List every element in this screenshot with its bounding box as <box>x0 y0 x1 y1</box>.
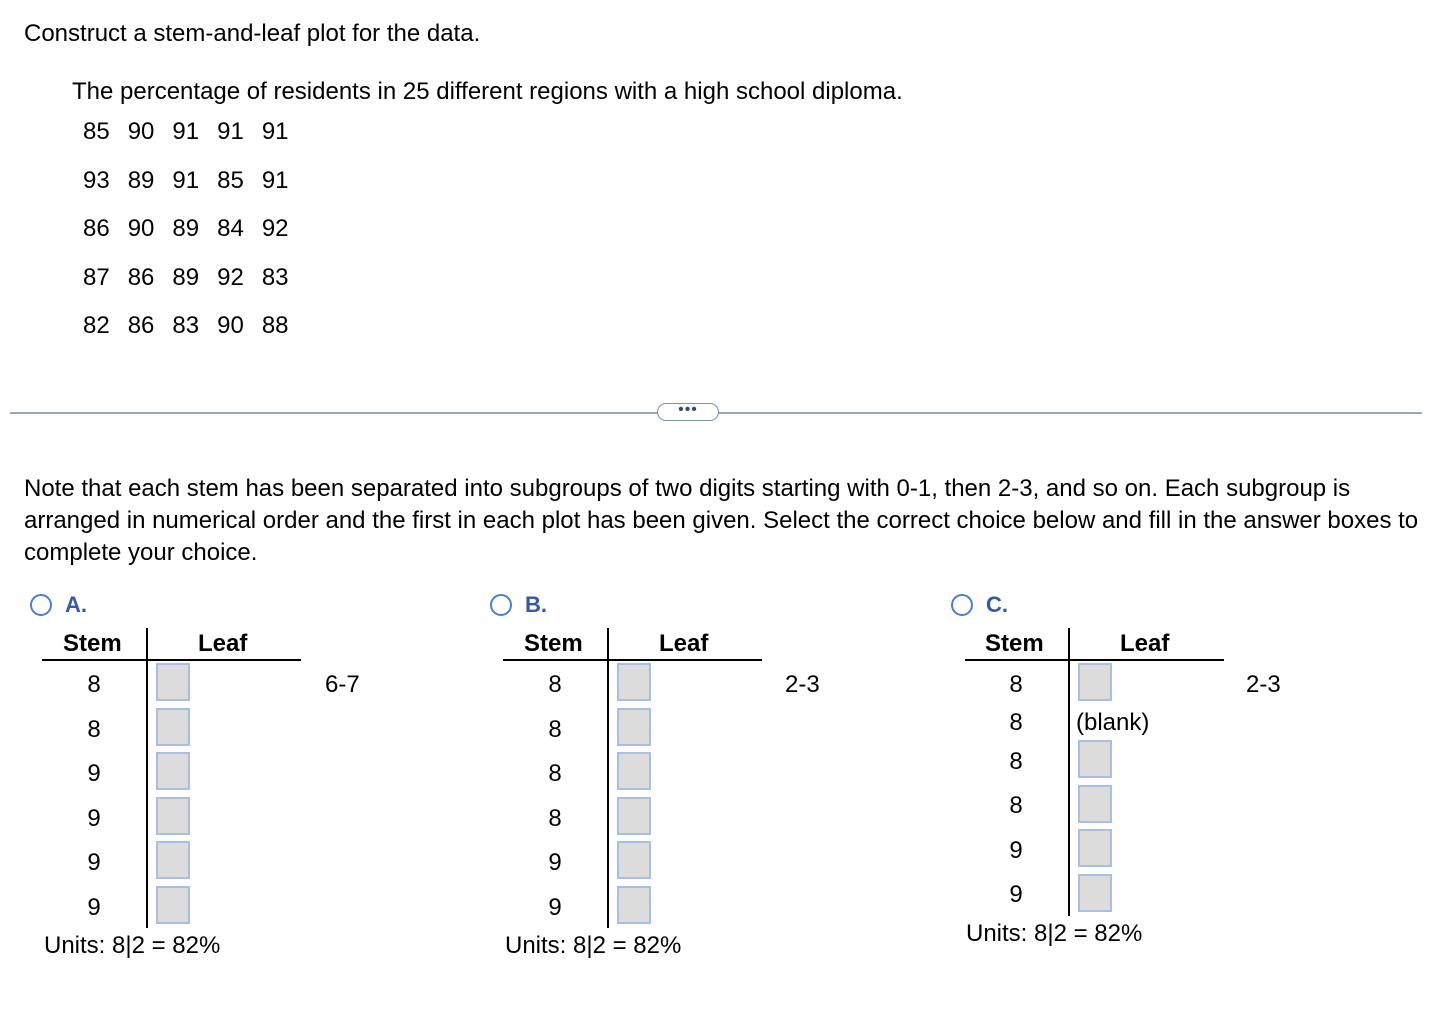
data-row <box>74 167 298 216</box>
stem-leaf-separator <box>607 628 609 928</box>
data-value: 91 <box>172 166 200 194</box>
units-label: Units: 8|2 = 82% <box>44 932 221 959</box>
leaf-answer-box[interactable] <box>156 663 190 701</box>
blank-leaf-label: (blank) <box>1076 709 1150 736</box>
data-value: 85 <box>83 118 110 145</box>
stem-value: 8 <box>548 805 562 832</box>
instructions-note: Note that each stem has been separated into subgroups of two digits starting with 0-1, then 2-3, and so on. Each subgroup is arranged in numerical order and the first in each plot has been given. Select the correct choice below and fill in the answer boxes to complete your choice. <box>24 475 1419 566</box>
leaf-header: Leaf <box>659 630 709 657</box>
leaf-answer-box[interactable] <box>1078 785 1112 823</box>
data-value: 91 <box>217 118 244 145</box>
leaf-answer-box[interactable] <box>1078 663 1112 701</box>
data-value: 91 <box>261 166 289 194</box>
data-value: 84 <box>217 215 244 242</box>
radio-button-b[interactable] <box>490 594 512 616</box>
data-value: 93 <box>83 166 110 194</box>
leaf-answer-box[interactable] <box>1078 740 1112 778</box>
data-row <box>74 118 298 167</box>
more-button[interactable]: ••• <box>657 403 719 421</box>
leaf-answer-box[interactable] <box>156 886 190 924</box>
data-value: 85 <box>217 166 244 194</box>
leaf-answer-box[interactable] <box>156 752 190 790</box>
stem-value: 8 <box>548 716 562 743</box>
data-value: 86 <box>127 312 155 339</box>
stem-value: 9 <box>87 760 101 787</box>
data-value: 86 <box>83 215 110 242</box>
header-rule <box>965 659 1224 661</box>
leaf-answer-box[interactable] <box>1078 874 1112 912</box>
data-value: 91 <box>261 118 289 145</box>
stem-value: 8 <box>548 760 562 787</box>
given-leaf-range: 6-7 <box>325 671 360 698</box>
stem-value: 9 <box>87 894 101 921</box>
leaf-answer-box[interactable] <box>617 708 651 746</box>
stem-leaf-separator <box>1068 628 1070 916</box>
data-row <box>74 312 298 361</box>
choice-a-label: A. <box>65 592 87 617</box>
data-value: 83 <box>261 263 289 291</box>
stem-header: Stem <box>985 630 1044 657</box>
stem-header: Stem <box>524 630 583 657</box>
data-value: 83 <box>172 312 200 339</box>
data-value: 88 <box>261 312 289 339</box>
stem-value: 8 <box>1009 709 1023 736</box>
stem-value: 8 <box>548 671 562 698</box>
choice-b-label: B. <box>525 592 547 617</box>
data-title: The percentage of residents in 25 different regions with a high school diploma. <box>72 78 903 105</box>
leaf-answer-box[interactable] <box>617 841 651 879</box>
data-value: 92 <box>217 263 244 291</box>
data-table <box>74 118 298 361</box>
stem-value: 9 <box>1009 881 1023 908</box>
stem-value: 9 <box>1009 837 1023 864</box>
radio-button-c[interactable] <box>951 594 973 616</box>
leaf-answer-box[interactable] <box>617 886 651 924</box>
stem-value: 8 <box>87 716 101 743</box>
data-value: 92 <box>261 215 289 242</box>
data-value: 90 <box>127 215 155 242</box>
data-value: 87 <box>83 263 110 291</box>
stem-value: 8 <box>87 671 101 698</box>
data-value: 82 <box>83 312 110 339</box>
header-rule <box>503 659 762 661</box>
leaf-answer-box[interactable] <box>617 663 651 701</box>
stem-value: 8 <box>1009 792 1023 819</box>
leaf-answer-box[interactable] <box>617 797 651 835</box>
choice-a-option[interactable] <box>30 592 87 618</box>
radio-button-a[interactable] <box>30 594 52 616</box>
leaf-answer-box[interactable] <box>156 797 190 835</box>
leaf-header: Leaf <box>198 630 248 657</box>
given-leaf-range: 2-3 <box>1246 671 1281 698</box>
stem-value: 8 <box>1009 748 1023 775</box>
data-value: 89 <box>127 166 155 194</box>
units-label: Units: 8|2 = 82% <box>966 920 1143 947</box>
stem-value: 8 <box>1009 671 1023 698</box>
data-row <box>74 215 298 264</box>
data-row <box>74 264 298 313</box>
data-value: 90 <box>127 118 155 145</box>
choice-c-label: C. <box>986 592 1008 617</box>
stem-value: 9 <box>548 894 562 921</box>
question-prompt: Construct a stem-and-leaf plot for the data. <box>24 20 481 47</box>
data-value: 86 <box>127 263 155 291</box>
data-value: 91 <box>172 118 200 145</box>
choice-b-option[interactable] <box>490 592 547 618</box>
leaf-answer-box[interactable] <box>156 841 190 879</box>
data-value: 89 <box>172 263 200 291</box>
leaf-answer-box[interactable] <box>1078 829 1112 867</box>
choice-c-option[interactable] <box>951 592 1008 618</box>
data-value: 90 <box>217 312 244 339</box>
leaf-answer-box[interactable] <box>156 708 190 746</box>
stem-value: 9 <box>87 849 101 876</box>
units-label: Units: 8|2 = 82% <box>505 932 682 959</box>
given-leaf-range: 2-3 <box>785 671 820 698</box>
leaf-header: Leaf <box>1120 630 1170 657</box>
stem-header: Stem <box>63 630 122 657</box>
stem-value: 9 <box>87 805 101 832</box>
stem-value: 9 <box>548 849 562 876</box>
stem-leaf-separator <box>146 628 148 928</box>
header-rule <box>42 659 301 661</box>
leaf-answer-box[interactable] <box>617 752 651 790</box>
data-value: 89 <box>172 215 200 242</box>
